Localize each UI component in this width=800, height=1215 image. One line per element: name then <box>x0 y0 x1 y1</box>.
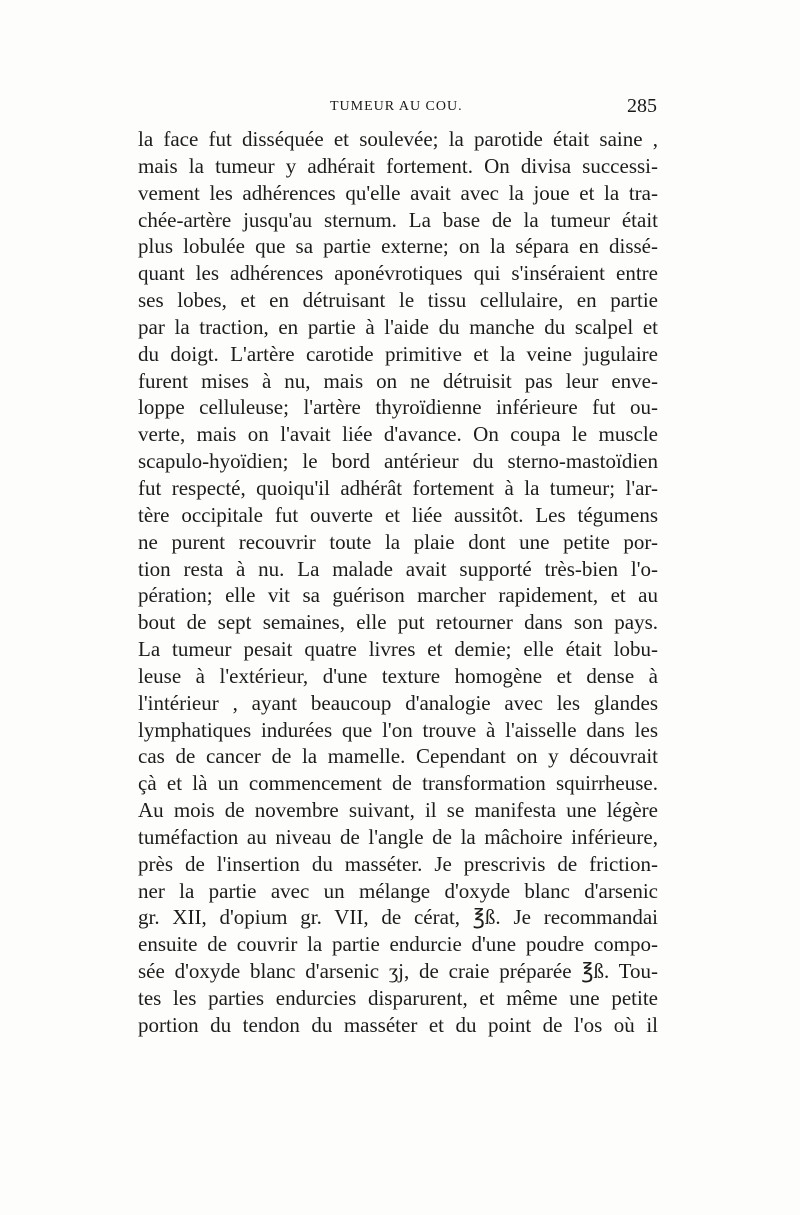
text-line: furent mises à nu, mais on ne détruisit pas leur enve- <box>138 368 658 393</box>
text-line: loppe celluleuse; l'artère thyroïdienne inférieure fut ou- <box>138 395 658 420</box>
text-line: tes les parties endurcies disparurent, et même une petite <box>138 986 658 1010</box>
text-line: scapulo-hyoïdien; le bord antérieur du sterno-mastoïdien <box>138 449 658 474</box>
text-line: tère occipitale fut ouverte et liée aussitôt. Les tégumens <box>138 502 658 527</box>
text-line: vement les adhérences qu'elle avait avec la joue et la tra- <box>138 180 658 205</box>
text-line: pération; elle vit sa guérison marcher rapidement, et au <box>138 583 658 608</box>
text-line: l'intérieur , ayant beaucoup d'analogie avec les glandes <box>138 690 658 715</box>
text-line: la face fut disséquée et soulevée; la parotide était saine , <box>138 127 658 151</box>
page-number: 285 <box>627 95 657 117</box>
text-line: Au mois de novembre suivant, il se manifesta une légère <box>138 798 658 823</box>
text-line: La tumeur pesait quatre livres et demie; elle était lobu- <box>138 637 658 662</box>
text-line: portion du tendon du masséter et du point de l'os où il <box>138 1012 658 1037</box>
text-line: verte, mais on l'avait liée d'avance. On coupa le muscle <box>138 422 658 447</box>
running-title: TUMEUR AU COU. <box>330 99 463 114</box>
text-line: sée d'oxyde blanc d'arsenic ʒj, de craie préparée ℥ß. Tou- <box>138 959 658 984</box>
text-line: gr. XII, d'opium gr. VII, de cérat, ℥ß. Je recommandai <box>138 905 658 930</box>
text-line: lymphatiques indurées que l'on trouve à l'aisselle dans les <box>138 717 658 742</box>
text-line: tion resta à nu. La malade avait supporté très-bien l'o- <box>138 556 658 581</box>
text-line: çà et là un commencement de transformation squirrheuse. <box>138 771 658 796</box>
text-line: du doigt. L'artère carotide primitive et la veine jugulaire <box>138 341 658 366</box>
text-line: près de l'insertion du masséter. Je prescrivis de friction- <box>138 851 658 876</box>
text-line: bout de sept semaines, elle put retourner dans son pays. <box>138 610 658 635</box>
text-line: ensuite de couvrir la partie endurcie d'une poudre compo- <box>138 932 658 957</box>
text-line: mais la tumeur y adhérait fortement. On divisa successi- <box>138 153 658 178</box>
body-text <box>138 126 658 1039</box>
text-line: ne purent recouvrir toute la plaie dont une petite por- <box>138 529 658 554</box>
text-line: fut respecté, quoiqu'il adhérât fortement à la tumeur; l'ar- <box>138 475 658 500</box>
text-line: plus lobulée que sa partie externe; on la sépara en dissé- <box>138 234 658 259</box>
text-line: ner la partie avec un mélange d'oxyde blanc d'arsenic <box>138 878 658 903</box>
text-line: leuse à l'extérieur, d'une texture homogène et dense à <box>138 663 658 688</box>
text-line: cas de cancer de la mamelle. Cependant on y découvrait <box>138 744 658 769</box>
text-line: ses lobes, et en détruisant le tissu cellulaire, en partie <box>138 288 658 313</box>
text-line: quant les adhérences aponévrotiques qui s'inséraient entre <box>138 261 658 286</box>
text-line: chée-artère jusqu'au sternum. La base de la tumeur était <box>138 207 658 232</box>
text-line: tuméfaction au niveau de l'angle de la mâchoire inférieure, <box>138 824 658 849</box>
text-line: par la traction, en partie à l'aide du manche du scalpel et <box>138 314 658 339</box>
